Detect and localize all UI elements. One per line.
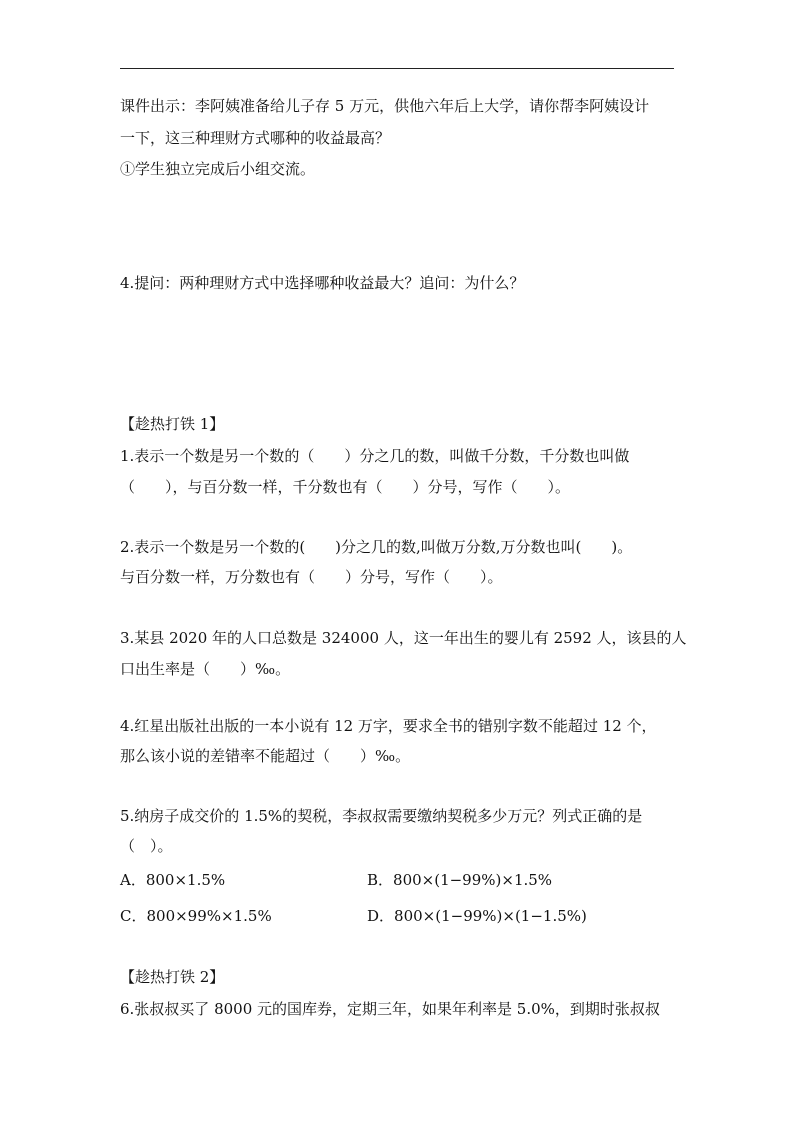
q4-line-2: 那么该小说的差错率不能超过（ ）‰。: [120, 747, 411, 765]
intro-line-2: 一下，这三种理财方式哪种的收益最高？: [120, 129, 391, 147]
intro-line-1: 课件出示：李阿姨准备给儿子存 5 万元，供他六年后上大学，请你帮李阿姨设计: [120, 97, 650, 115]
intro-line-3: ①学生独立完成后小组交流。: [120, 160, 316, 178]
q3-line-1: 3.某县 2020 年的人口总数是 324000 人，这一年出生的婴儿有 2592 人，该县的人: [120, 629, 687, 647]
question-4: 4.提问：两种理财方式中选择哪种收益最大？追问：为什么？: [120, 274, 525, 292]
q3-line-2: 口出生率是（ ）‰。: [120, 660, 291, 678]
q2-line-1: 2.表示一个数是另一个数的( )分之几的数,叫做万分数,万分数也叫( )。: [120, 538, 633, 556]
q4-line-1: 4.红星出版社出版的一本小说有 12 万字，要求全书的错别字数不能超过 12 个，: [120, 717, 657, 735]
q5-line-2: （ ）。: [120, 837, 173, 855]
q5-line-1: 5.纳房子成交价的 1.5%的契税，李叔叔需要缴纳契税多少万元？列式正确的是: [120, 807, 643, 825]
q5-option-c: C．800×99%×1.5%: [120, 907, 272, 925]
section-2-title: 【趁热打铁 2】: [120, 968, 225, 986]
q2-line-2: 与百分数一样，万分数也有（ ）分号，写作（ ）。: [120, 568, 503, 586]
header-rule: [120, 68, 674, 69]
q6-line-1: 6.张叔叔买了 8000 元的国库券，定期三年，如果年利率是 5.0%，到期时张叔叔: [120, 1000, 660, 1018]
q5-option-b: B．800×(1−99%)×1.5%: [367, 871, 553, 889]
q1-line-1: 1.表示一个数是另一个数的（ ）分之几的数，叫做千分数，千分数也叫做: [120, 447, 630, 465]
q5-option-d: D．800×(1−99%)×(1−1.5%): [367, 907, 587, 925]
q1-line-2: （ ），与百分数一样，千分数也有（ ）分号，写作（ ）。: [120, 478, 571, 496]
section-1-title: 【趁热打铁 1】: [120, 415, 225, 433]
q5-option-a: A．800×1.5%: [120, 871, 226, 889]
